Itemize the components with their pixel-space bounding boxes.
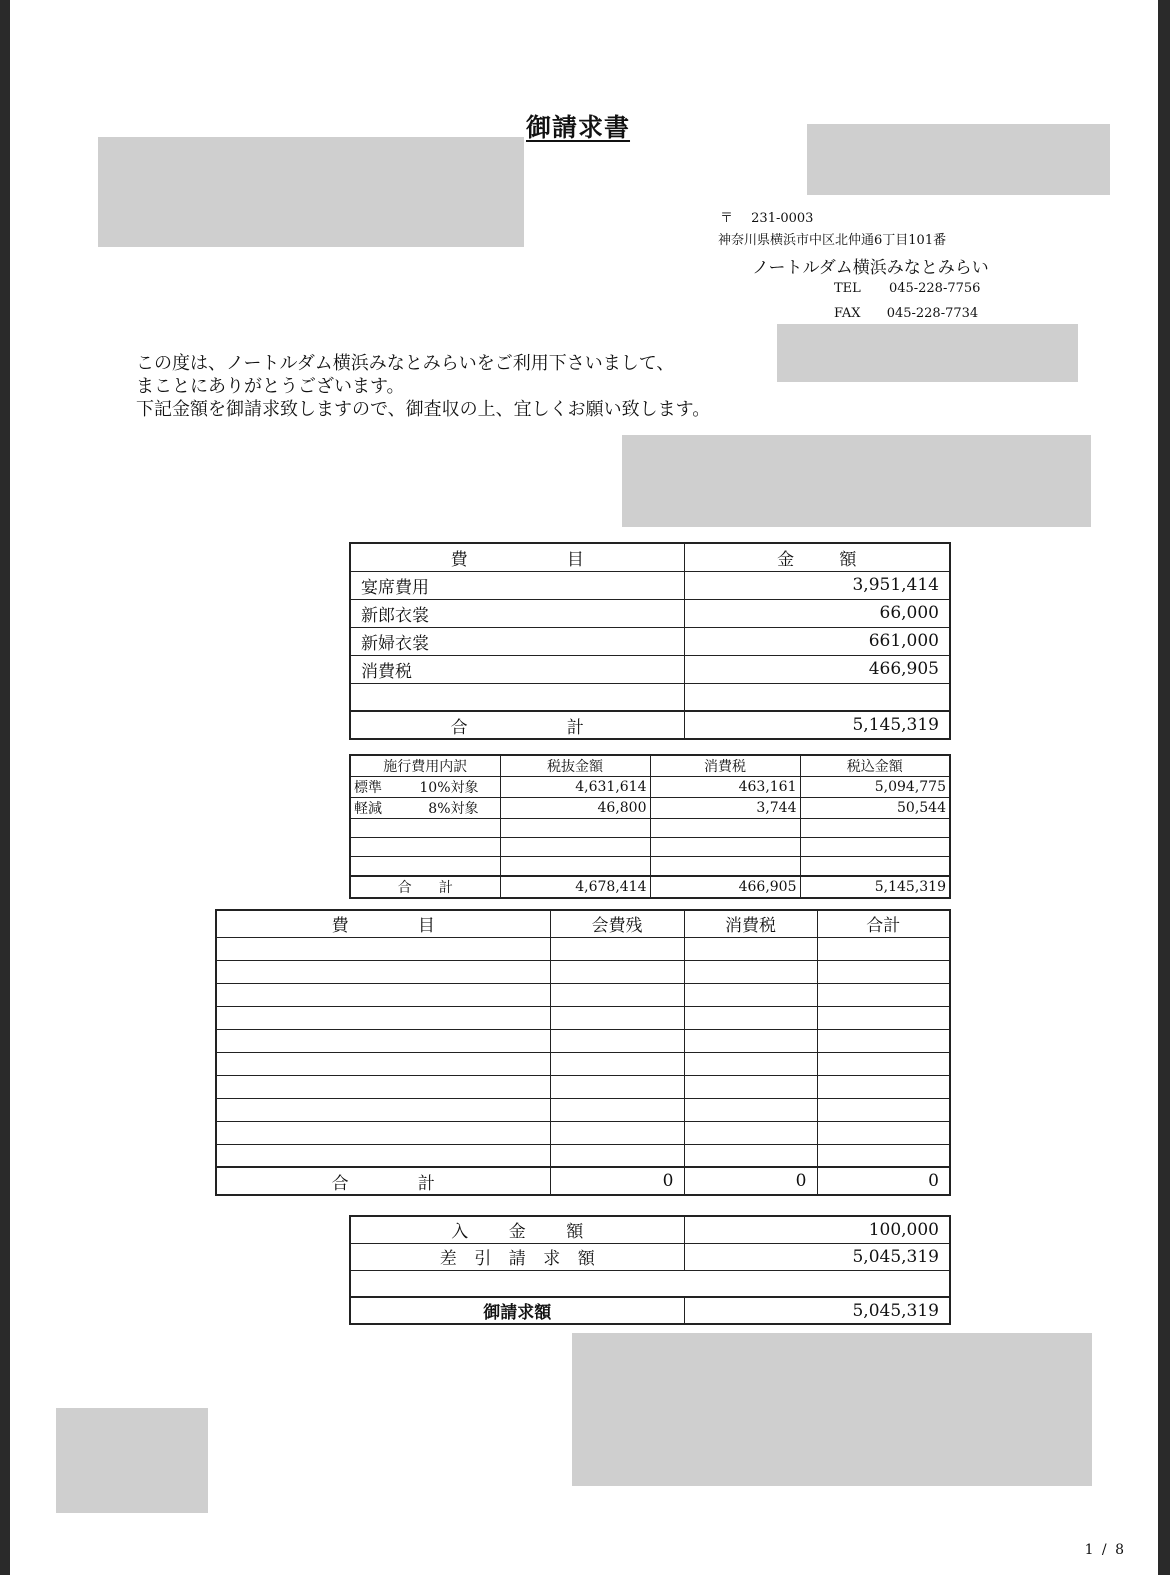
table-row bbox=[350, 857, 950, 876]
tax-rate: 8%対象 bbox=[428, 801, 479, 817]
total-label: 合 bbox=[331, 1173, 349, 1194]
tax-category: 軽減 bbox=[354, 801, 382, 817]
table-row bbox=[216, 1006, 950, 1029]
header-cell: 費 bbox=[450, 549, 468, 570]
fees-table bbox=[215, 909, 951, 1196]
total-label: 計 bbox=[566, 717, 584, 738]
payment-table bbox=[349, 1215, 951, 1325]
header-cell: 税込金額 bbox=[800, 755, 950, 777]
deposit-label: 額 bbox=[566, 1222, 584, 1243]
page-number: 1 / 8 bbox=[1084, 1542, 1126, 1558]
total-label: 合 bbox=[397, 879, 412, 896]
tax-rate: 10%対象 bbox=[419, 780, 479, 796]
table-row bbox=[350, 627, 950, 655]
total-row bbox=[350, 711, 950, 739]
total-tax: 466,905 bbox=[650, 876, 800, 898]
table-row bbox=[350, 777, 950, 798]
page-title: 御請求書 bbox=[526, 113, 631, 142]
deposit-label: 入 bbox=[451, 1222, 469, 1243]
header-cell: 費 bbox=[331, 916, 349, 937]
table-row bbox=[350, 683, 950, 711]
header-cell: 額 bbox=[839, 549, 857, 570]
total-label: 合 bbox=[450, 717, 468, 738]
header-cell: 合計 bbox=[817, 910, 950, 937]
table-row bbox=[216, 937, 950, 960]
table-row bbox=[350, 819, 950, 838]
table-row bbox=[216, 1052, 950, 1075]
balance-label: 請 bbox=[508, 1249, 526, 1269]
total-row bbox=[350, 876, 950, 898]
table-row bbox=[350, 798, 950, 819]
gross-amount: 50,544 bbox=[800, 798, 950, 819]
table-row bbox=[216, 983, 950, 1006]
header-cell: 金 bbox=[777, 549, 795, 570]
total-tax: 0 bbox=[684, 1167, 817, 1195]
item-label: 消費税 bbox=[350, 655, 684, 683]
table-row bbox=[216, 1029, 950, 1052]
table-row bbox=[350, 655, 950, 683]
table-row bbox=[216, 1075, 950, 1098]
gross-amount: 5,094,775 bbox=[800, 777, 950, 798]
redacted-block bbox=[572, 1333, 1092, 1486]
tax-amount: 463,161 bbox=[650, 777, 800, 798]
table-row bbox=[350, 1270, 950, 1297]
total-balance: 0 bbox=[550, 1167, 684, 1195]
item-amount: 466,905 bbox=[684, 655, 950, 683]
intro-message bbox=[136, 352, 710, 421]
balance-label: 額 bbox=[577, 1249, 595, 1269]
item-label: 宴席費用 bbox=[350, 571, 684, 599]
billed-row bbox=[350, 1297, 950, 1324]
total-gross: 5,145,319 bbox=[800, 876, 950, 898]
table-row bbox=[350, 599, 950, 627]
item-amount: 66,000 bbox=[684, 599, 950, 627]
tel-label: TEL bbox=[834, 281, 861, 296]
net-amount: 46,800 bbox=[500, 798, 650, 819]
balance-label: 引 bbox=[474, 1249, 492, 1269]
total-label: 計 bbox=[438, 879, 453, 896]
item-amount: 661,000 bbox=[684, 627, 950, 655]
total-net: 4,678,414 bbox=[500, 876, 650, 898]
total-sum: 0 bbox=[817, 1167, 950, 1195]
balance-label: 求 bbox=[543, 1249, 561, 1269]
header-cell: 会費残 bbox=[550, 910, 684, 937]
total-row bbox=[216, 1167, 950, 1195]
header-cell: 目 bbox=[417, 916, 435, 937]
table-row bbox=[216, 960, 950, 983]
issuer-company: ノートルダム横浜みなとみらい bbox=[752, 258, 989, 278]
postal-code: 231-0003 bbox=[751, 211, 814, 226]
header-cell: 目 bbox=[566, 549, 584, 570]
table-row bbox=[216, 1144, 950, 1167]
intro-line: 下記金額を御請求致しますので、御査収の上、宜しくお願い致します。 bbox=[136, 399, 711, 420]
redacted-block bbox=[807, 124, 1110, 195]
balance-label: 差 bbox=[439, 1249, 457, 1269]
redacted-block bbox=[56, 1408, 208, 1513]
tel-number: 045-228-7756 bbox=[888, 281, 981, 296]
fax-number: 045-228-7734 bbox=[886, 306, 979, 321]
table-row bbox=[350, 571, 950, 599]
table-header bbox=[216, 910, 950, 937]
table-row bbox=[216, 1121, 950, 1144]
deposit-amount: 100,000 bbox=[684, 1216, 950, 1243]
header-cell: 消費税 bbox=[650, 755, 800, 777]
redacted-block bbox=[777, 324, 1078, 382]
billed-label: 御請求額 bbox=[350, 1297, 684, 1324]
balance-amount: 5,045,319 bbox=[684, 1243, 950, 1270]
redacted-recipient bbox=[98, 137, 524, 247]
postal-mark: 〒 bbox=[720, 211, 734, 226]
total-label: 計 bbox=[417, 1173, 435, 1194]
item-amount: 3,951,414 bbox=[684, 571, 950, 599]
fax-line bbox=[834, 306, 978, 321]
deposit-row bbox=[350, 1216, 950, 1243]
table-row bbox=[216, 1098, 950, 1121]
header-cell: 税抜金額 bbox=[500, 755, 650, 777]
issuer-address: 神奈川県横浜市中区北仲通6丁目101番 bbox=[718, 233, 947, 248]
header-cell: 施行費用内訳 bbox=[350, 755, 500, 777]
table-header bbox=[350, 543, 950, 571]
breakdown-table bbox=[349, 754, 951, 899]
tax-amount: 3,744 bbox=[650, 798, 800, 819]
table-row bbox=[350, 838, 950, 857]
intro-line: まことにありがとうございます。 bbox=[136, 376, 405, 397]
invoice-page bbox=[10, 0, 1158, 1575]
intro-line: この度は、ノートルダム横浜みなとみらいをご利用下さいまして、 bbox=[136, 353, 675, 374]
table-header bbox=[350, 755, 950, 777]
summary-table bbox=[349, 542, 951, 740]
balance-row bbox=[350, 1243, 950, 1270]
fax-label: FAX bbox=[834, 306, 861, 321]
header-cell: 消費税 bbox=[684, 910, 817, 937]
postal-line bbox=[720, 207, 813, 226]
deposit-label: 金 bbox=[508, 1222, 526, 1243]
tax-category: 標準 bbox=[354, 780, 382, 796]
total-amount: 5,145,319 bbox=[684, 711, 950, 739]
redacted-block bbox=[622, 435, 1091, 527]
item-label: 新郎衣裳 bbox=[350, 599, 684, 627]
billed-amount: 5,045,319 bbox=[684, 1297, 950, 1324]
tel-line bbox=[834, 281, 980, 296]
item-label: 新婦衣裳 bbox=[350, 627, 684, 655]
net-amount: 4,631,614 bbox=[500, 777, 650, 798]
